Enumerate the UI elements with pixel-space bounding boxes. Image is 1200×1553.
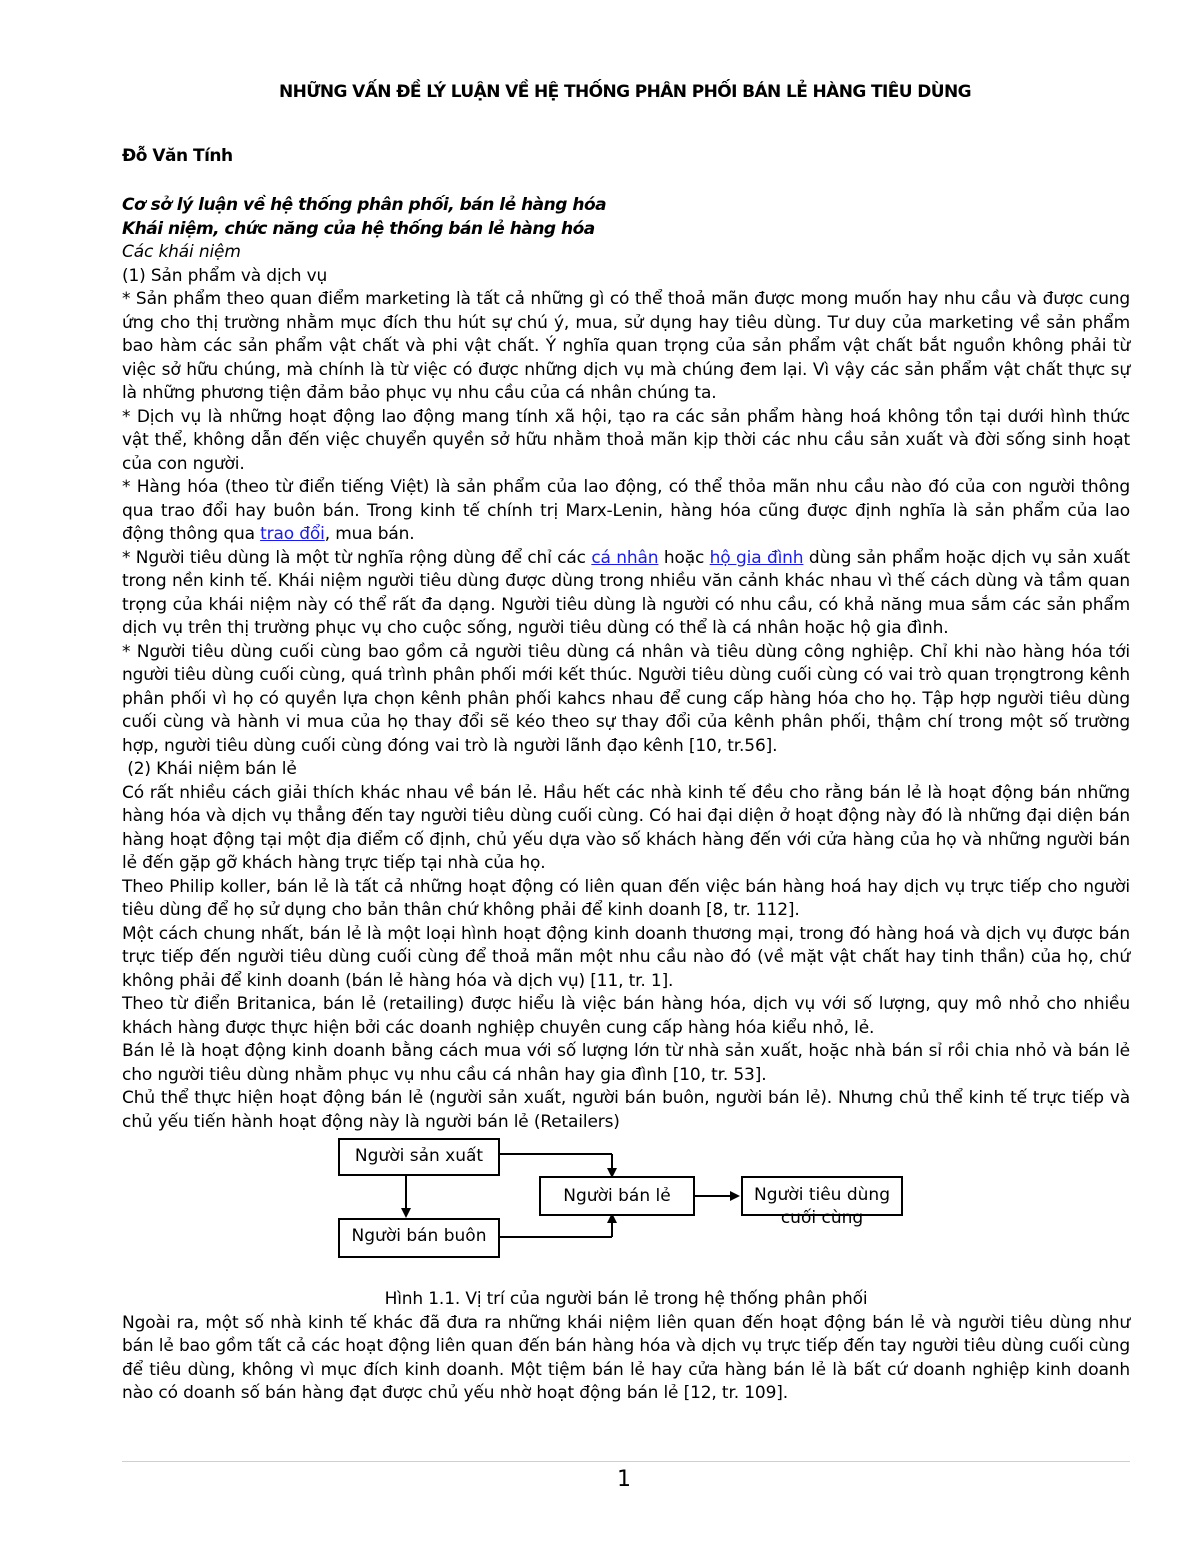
document-body: [122, 194, 1130, 1406]
box-consumer: [741, 1176, 903, 1228]
link-trao-doi[interactable]: trao đổi: [260, 524, 325, 544]
section-retail-concept: (2) Khái niệm bán lẻ: [122, 759, 297, 779]
figure-caption: Hình 1.1. Vị trí của người bán lẻ trong hệ thống phân phối: [384, 1289, 868, 1309]
paragraph-retail-6: Chủ thể thực hiện hoạt động bán lẻ (người sản xuất, người bán buôn, người bán lẻ). Nhưng chủ thể kinh tế trực tiếp và chủ yếu tiến hành hoạt động này là người bán lẻ (Retailers): [122, 1088, 1130, 1132]
paragraph-service: * Dịch vụ là những hoạt động lao động mang tính xã hội, tạo ra các sản phẩm hàng hoá không tồn tại dưới hình thức vật thể, không dẫn đến việc chuyển quyền sở hữu nhằm thoả mãn kịp thời các nhu cầu sản xuất và đời sống sinh hoạt của con người.: [122, 406, 1130, 474]
document-title: NHỮNG VẤN ĐỀ LÝ LUẬN VỀ HỆ THỐNG PHÂN PHỐI BÁN LẺ HÀNG TIÊU DÙNG: [279, 82, 971, 102]
box-producer: [338, 1138, 500, 1176]
text-run: , mua bán.: [324, 524, 415, 544]
box-retailer-label: Người bán lẻ: [563, 1186, 671, 1206]
footer-divider: [122, 1461, 1130, 1462]
link-ho-gia-dinh[interactable]: hộ gia đình: [709, 547, 804, 568]
heading-level-2: Khái niệm, chức năng của hệ thống bán lẻ hàng hóa: [122, 218, 595, 239]
heading-level-3: Các khái niệm: [122, 242, 241, 262]
section-products-services: (1) Sản phẩm và dịch vụ: [122, 265, 328, 286]
paragraph-retail-5: Bán lẻ là hoạt động kinh doanh bằng cách mua với số lượng lớn từ nhà sản xuất, hoặc nhà bán sỉ rồi chia nhỏ và bán lẻ cho người tiêu dùng nhằm phục vụ nhu cầu cá nhân hay gia đình [10, tr. 53].: [122, 1041, 1130, 1085]
heading-level-1: Cơ sở lý luận về hệ thống phân phối, bán lẻ hàng hóa: [122, 195, 607, 215]
paragraph-retail-1: Có rất nhiều cách giải thích khác nhau về bán lẻ. Hầu hết các nhà kinh tế đều cho rằng bán lẻ là hoạt động bán những hàng hóa và dịch vụ thẳng đến tay người tiêu dùng cuối cùng. Có hai đại diện ở hoạt động này đó là những đại diện bán hàng hoạt động tại một địa điểm cố định, chủ yếu dựa vào số khách hàng đến với cửa hàng của họ và những người bán lẻ đến gặp gỡ khách hàng trực tiếp tại nhà của họ.: [122, 782, 1130, 873]
paragraph-goods: [122, 476, 1130, 547]
text-run: hoặc: [658, 547, 710, 568]
link-ca-nhan[interactable]: cá nhân: [591, 547, 659, 568]
box-consumer-label: Người tiêu dùng cuối cùng: [754, 1185, 890, 1228]
box-producer-label: Người sản xuất: [354, 1146, 484, 1166]
paragraph-final-consumer: * Người tiêu dùng cuối cùng bao gồm cả người tiêu dùng cá nhân và tiêu dùng công nghiệp. Chỉ khi nào hàng hóa tới người tiêu dùng cuối cùng, quá trình phân phối mới kết thúc. Người tiêu dùng cuối cùng có vai trò quan trọngtrong kênh phân phối vì họ có quyền lựa chọn kênh phân phối kahcs nhau để cung cấp hàng hóa cho họ. Tập hợp người tiêu dùng cuối cùng và hành vi mua của họ thay đổi sẽ kéo theo sự thay đổi của kênh phân phối, thậm chí trong một số trường hợp, người tiêu dùng cuối cùng đóng vai trò là người lãnh đạo kênh [10, tr.56].: [122, 641, 1130, 756]
box-wholesaler-label: Người bán buôn: [351, 1226, 487, 1246]
box-wholesaler: [338, 1218, 500, 1258]
text-run: dùng sản phẩm hoặc dịch vụ sản xuất trong nền kinh tế. Khái niệm người tiêu dùng được dùng trong nhiều văn cảnh khác nhau vì thế cách dùng và tầm quan trọng của khái niệm này có thể rất đa dạng. Người tiêu dùng là người có nhu cầu, có khả năng mua sắm các sản phẩm dịch vụ trên thị trường phục vụ cho cuộc sống, người tiêu dùng có thể là cá nhân hoặc hộ gia đình.: [122, 547, 1131, 638]
author-name: Đỗ Văn Tính: [122, 146, 233, 166]
text-run: * Người tiêu dùng là một từ nghĩa rộng dùng để chỉ các: [122, 547, 592, 568]
paragraph-retail-3: Một cách chung nhất, bán lẻ là một loại hình hoạt động kinh doanh thương mại, trong đó hàng hoá và dịch vụ được bán trực tiếp đến người tiêu dùng cuối cùng để thoả mãn một nhu cầu nào đó (về mặt vật chất hay tinh thần) của họ, chứ không phải để kinh doanh (bán lẻ hàng hóa và dịch vụ) [11, tr. 1].: [122, 923, 1130, 991]
paragraph-consumer: [122, 547, 1130, 641]
paragraph-retail-4: Theo từ điển Britanica, bán lẻ (retailing) được hiểu là việc bán hàng hóa, dịch vụ với số lượng, quy mô nhỏ cho nhiều khách hàng được thực hiện bởi các doanh nghiệp chuyên cung cấp hàng hóa kiểu nhỏ, lẻ.: [122, 994, 1130, 1038]
paragraph-product: * Sản phẩm theo quan điểm marketing là tất cả những gì có thể thoả mãn được mong muốn hay nhu cầu và được cung ứng cho thị trường nhằm mục đích thu hút sự chú ý, mua, sử dụng hay tiêu dùng. Tư duy của marketing về sản phẩm bao hàm các sản phẩm vật chất và phi vật chất. Ý nghĩa quan trọng của sản phẩm vật chất bắt nguồn không phải từ việc sở hữu chúng, mà chính là từ việc có được những dịch vụ mà chúng đem lại. Vì vậy các sản phẩm vật chất thực sự là những phương tiện đảm bảo phục vụ nhu cầu của cá nhân chúng ta.: [122, 289, 1130, 403]
distribution-diagram: [122, 1138, 1130, 1288]
box-retailer: [539, 1176, 695, 1216]
page-number: 1: [617, 1467, 631, 1492]
text-run: * Hàng hóa (theo từ điển tiếng Việt) là sản phẩm của lao động, có thể thỏa mãn nhu cầu nào đó của con người thông qua trao đổi hay buôn bán. Trong kinh tế chính trị Marx-Lenin, hàng hóa cũng được định nghĩa là sản phẩm của lao động thông qua: [122, 477, 1130, 544]
paragraph-retail-2: Theo Philip koller, bán lẻ là tất cả những hoạt động có liên quan đến việc bán hàng hoá hay dịch vụ trực tiếp cho người tiêu dùng để họ sử dụng cho bản thân chứ không phải để kinh doanh [8, tr. 112].: [122, 876, 1130, 920]
paragraph-conclusion: Ngoài ra, một số nhà kinh tế khác đã đưa ra những khái niệm liên quan đến hoạt động bán lẻ và người tiêu dùng như bán lẻ bao gồm tất cả các hoạt động liên quan đến bán hàng hóa và dịch vụ trực tiếp đến tay người tiêu dùng cuối cùng để tiêu dùng, không vì mục đích kinh doanh. Một tiệm bán lẻ hay cửa hàng bán lẻ là bất cứ doanh nghiệp kinh doanh nào có doanh số bán hàng đạt được chủ yếu nhờ hoạt động bán lẻ [12, tr. 109].: [122, 1312, 1130, 1403]
